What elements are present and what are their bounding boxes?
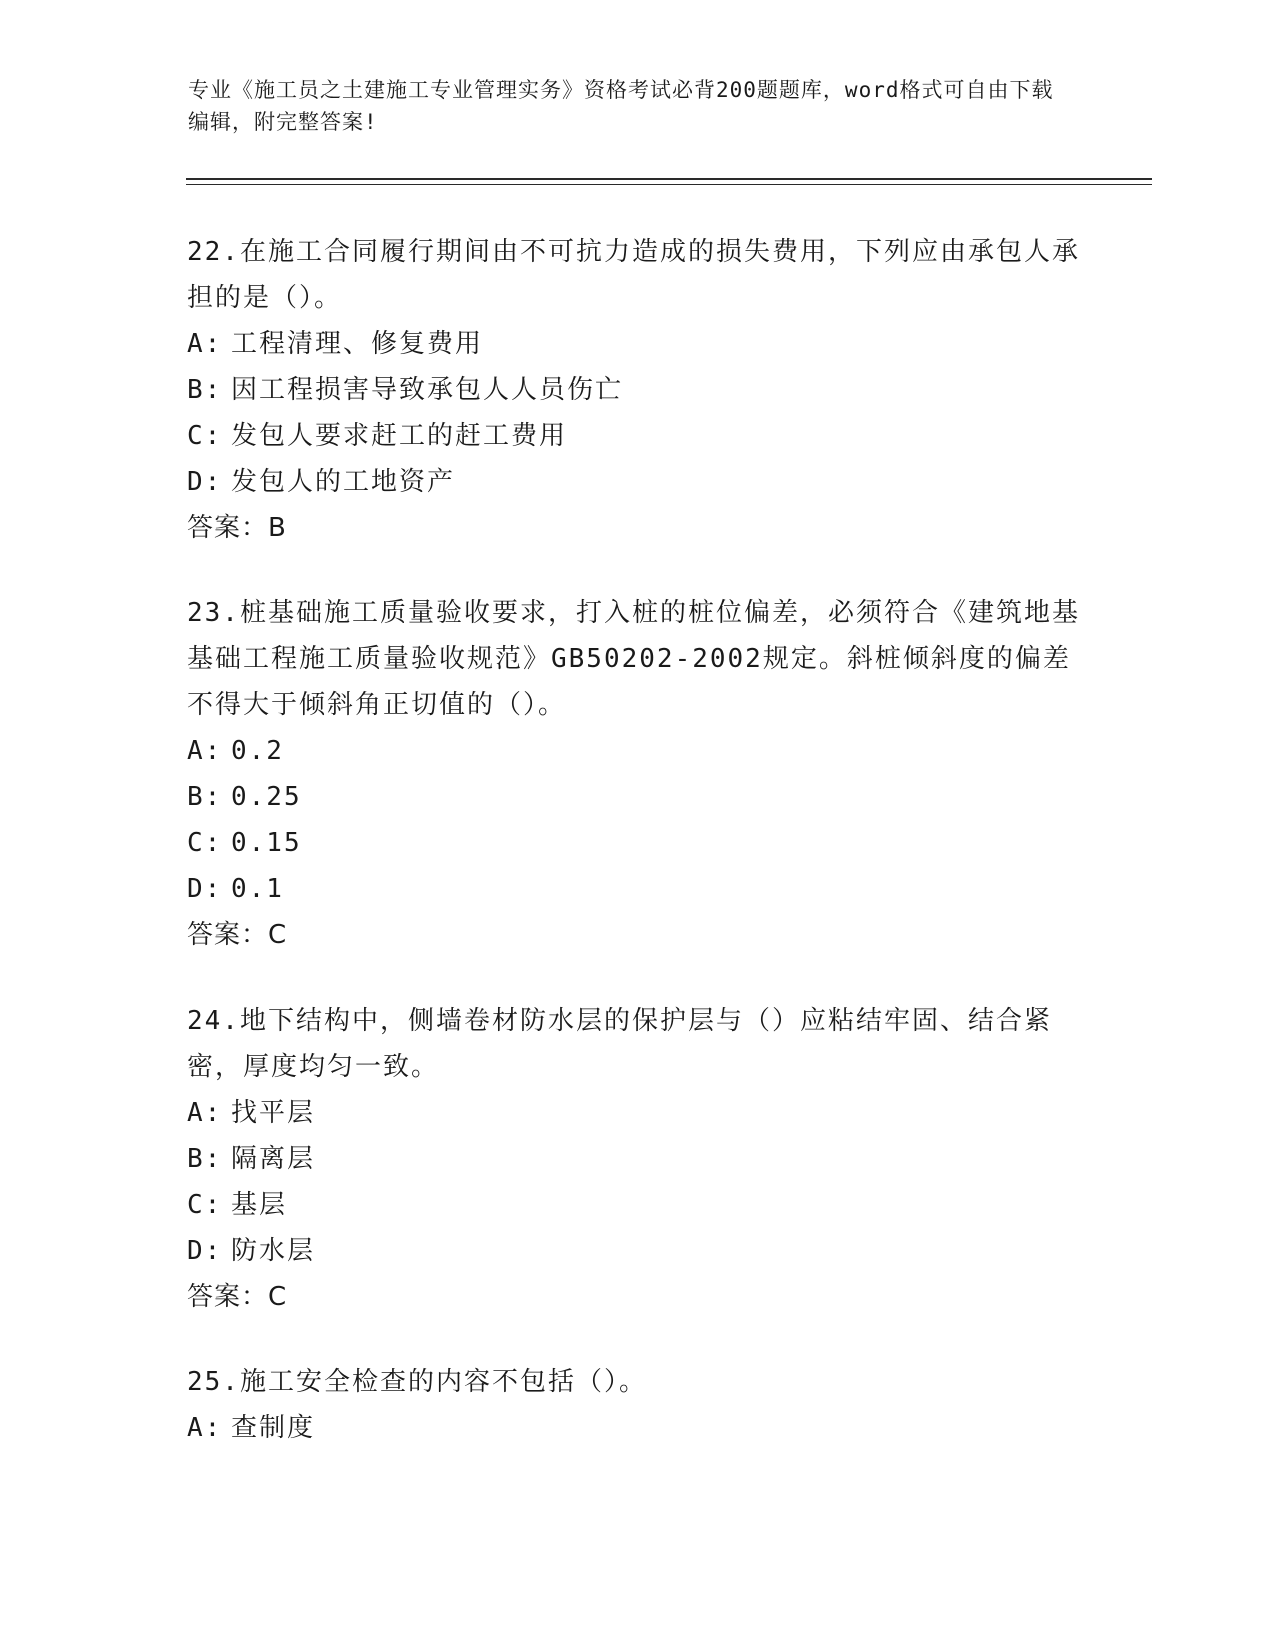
question-24 [187, 998, 1087, 1320]
option-text: 0.1 [231, 874, 284, 904]
option-key: A: [187, 736, 223, 766]
option-text: 因工程损害导致承包人人员伤亡 [231, 375, 624, 405]
option-text: 找平层 [231, 1098, 316, 1128]
option-text: 发包人的工地资产 [231, 467, 456, 497]
option-text: 0.25 [231, 782, 302, 812]
option-b [187, 367, 1087, 413]
option-d [187, 459, 1087, 505]
question-stem: 23.桩基础施工质量验收要求，打入桩的桩位偏差，必须符合《建筑地基基础工程施工质量验收规范》GB50202-2002规定。斜桩倾斜度的偏差不得大于倾斜角正切值的（）。 [187, 598, 1080, 720]
option-text: 查制度 [231, 1413, 316, 1443]
option-text: 工程清理、修复费用 [231, 329, 484, 359]
option-key: B: [187, 782, 223, 812]
option-key: D: [187, 467, 223, 497]
option-a [187, 1090, 1087, 1136]
option-text: 0.2 [231, 736, 284, 766]
option-key: C: [187, 828, 223, 858]
question-stem: 22.在施工合同履行期间由不可抗力造成的损失费用，下列应由承包人承担的是（）。 [187, 237, 1080, 313]
option-text: 0.15 [231, 828, 302, 858]
option-c [187, 1182, 1087, 1228]
question-stem: 25.施工安全检查的内容不包括（）。 [187, 1367, 647, 1397]
option-key: C: [187, 1190, 223, 1220]
option-b [187, 1136, 1087, 1182]
option-a [187, 1405, 1087, 1451]
option-text: 发包人要求赶工的赶工费用 [231, 421, 568, 451]
answer: 答案：C [187, 920, 288, 950]
option-a [187, 728, 1087, 774]
answer: 答案：B [187, 513, 287, 543]
option-key: C: [187, 421, 223, 451]
option-key: D: [187, 874, 223, 904]
option-c [187, 820, 1087, 866]
option-key: A: [187, 1413, 223, 1443]
question-23 [187, 590, 1087, 958]
header-divider-thick [186, 178, 1152, 180]
option-d [187, 1228, 1087, 1274]
option-d [187, 866, 1087, 912]
option-text: 基层 [231, 1190, 288, 1220]
document-header: 专业《施工员之土建施工专业管理实务》资格考试必背200题题库，word格式可自由下载编辑，附完整答案! [188, 78, 1054, 134]
question-25 [187, 1359, 1087, 1451]
header-divider-thin [186, 184, 1152, 185]
option-c [187, 413, 1087, 459]
option-a [187, 321, 1087, 367]
answer: 答案：C [187, 1282, 288, 1312]
option-key: B: [187, 1144, 223, 1174]
option-key: A: [187, 1098, 223, 1128]
option-key: B: [187, 375, 223, 405]
option-text: 隔离层 [231, 1144, 316, 1174]
option-key: D: [187, 1236, 223, 1266]
option-key: A: [187, 329, 223, 359]
option-b [187, 774, 1087, 820]
question-22 [187, 229, 1087, 551]
option-text: 防水层 [231, 1236, 316, 1266]
question-stem: 24.地下结构中，侧墙卷材防水层的保护层与（）应粘结牢固、结合紧密，厚度均匀一致。 [187, 1006, 1052, 1082]
